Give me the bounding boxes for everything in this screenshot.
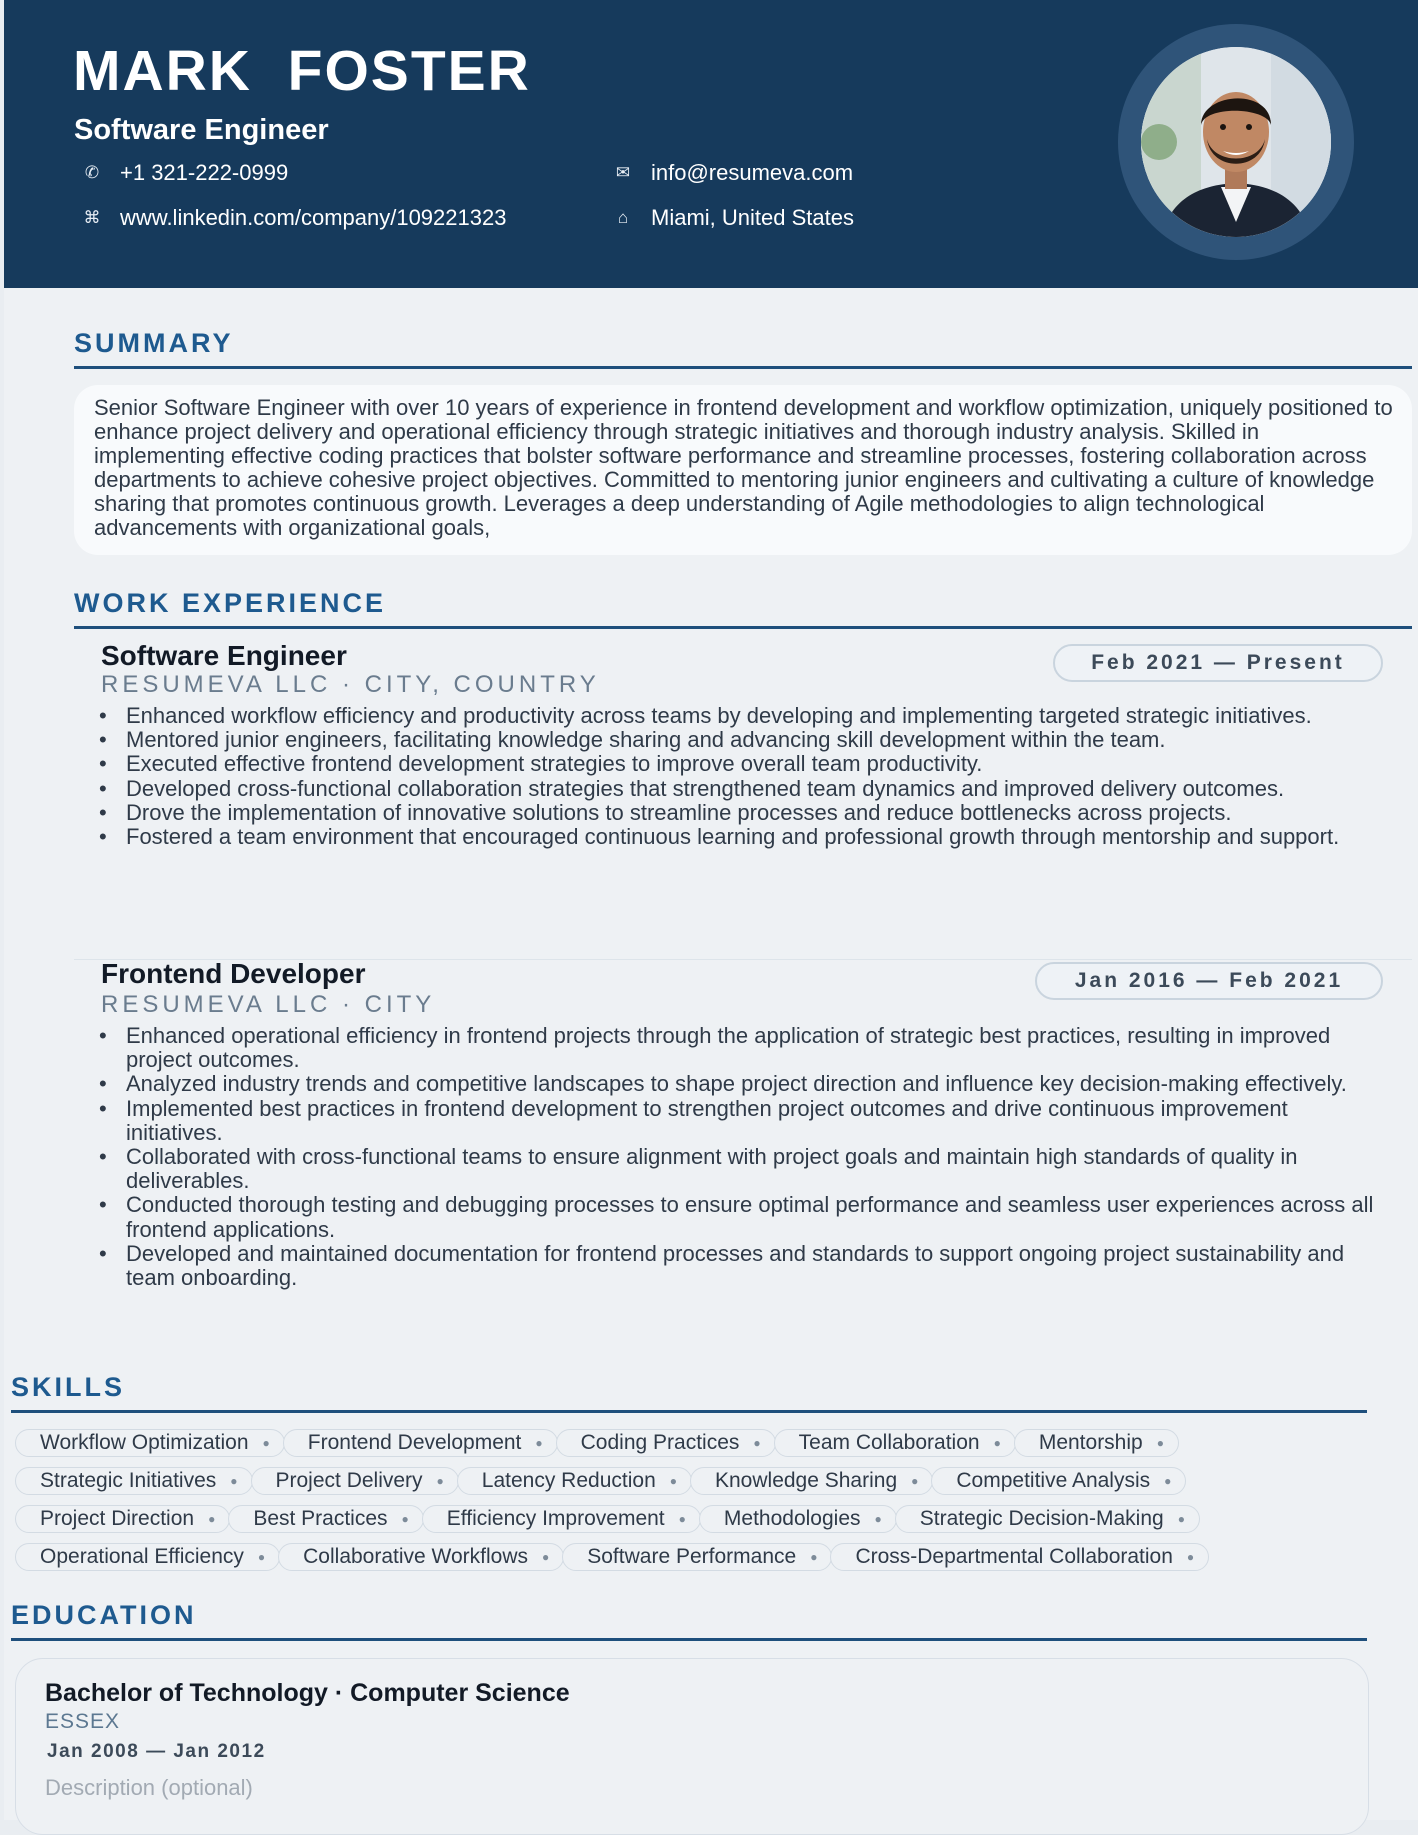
location-text: Miami, United States xyxy=(651,205,854,230)
skill-chip: Methodologies ● xyxy=(699,1505,897,1533)
job-dates-badge: Feb 2021 — Present xyxy=(1053,644,1383,682)
list-item: • Collaborated with cross-functional teams to ensure alignment with project goals and maintain high standards of quality in deliverables. xyxy=(99,1145,1389,1193)
skills-heading: SKILLS xyxy=(11,1372,126,1402)
skill-chip: Team Collaboration ● xyxy=(774,1429,1016,1457)
list-item: • Implemented best practices in frontend development to strengthen project outcomes and drive continuous improvement initiatives. xyxy=(99,1097,1389,1145)
job-title: Software Engineer xyxy=(101,640,347,671)
skill-chip: Efficiency Improvement ● xyxy=(422,1505,701,1533)
skill-chip: Software Performance ● xyxy=(562,1543,832,1571)
skill-chip: Operational Efficiency ● xyxy=(15,1543,280,1571)
skills-row xyxy=(15,1427,1385,1458)
skill-chip: Workflow Optimization ● xyxy=(15,1429,285,1457)
job-title: Frontend Developer xyxy=(101,958,366,989)
skills-row xyxy=(15,1503,1385,1534)
contact-phone xyxy=(76,160,288,186)
education-heading: EDUCATION xyxy=(11,1600,197,1630)
home-icon: ⌂ xyxy=(617,208,629,227)
skill-chip: Coding Practices ● xyxy=(556,1429,776,1457)
email-text[interactable]: info@resumeva.com xyxy=(651,160,854,185)
education-description[interactable]: Description (optional) xyxy=(45,1775,253,1800)
skill-chip: Best Practices ● xyxy=(228,1505,423,1533)
avatar-photo xyxy=(1141,47,1331,237)
phone-text: +1 321-222-0999 xyxy=(120,160,289,185)
contact-location xyxy=(607,205,854,231)
skills-list xyxy=(15,1427,1385,1579)
list-item: • Enhanced operational efficiency in frontend projects through the application of strategic best practices, resulting in improved project outcomes. xyxy=(99,1024,1389,1072)
skill-chip: Competitive Analysis ● xyxy=(931,1467,1186,1495)
skill-chip: Strategic Decision-Making ● xyxy=(895,1505,1200,1533)
summary-heading: SUMMARY xyxy=(74,328,234,358)
skills-row xyxy=(15,1465,1385,1496)
skill-chip: Knowledge Sharing ● xyxy=(690,1467,933,1495)
list-item: • Enhanced workflow efficiency and productivity across teams by developing and implementing targeted strategic initiatives. xyxy=(99,704,1389,728)
contact-linkedin[interactable] xyxy=(76,205,506,231)
skills-divider xyxy=(11,1410,1367,1413)
list-item: • Fostered a team environment that encouraged continuous learning and professional growth through mentorship and support. xyxy=(99,825,1389,849)
resume-header xyxy=(4,0,1418,288)
list-item: • Developed cross-functional collaboration strategies that strengthened team dynamics and improved delivery outcomes. xyxy=(99,777,1389,801)
job-bullets xyxy=(99,704,1389,849)
skill-chip: Project Direction ● xyxy=(15,1505,230,1533)
summary-divider xyxy=(74,366,1412,369)
skill-chip: Project Delivery ● xyxy=(251,1467,459,1495)
list-item: • Conducted thorough testing and debugging processes to ensure optimal performance and seamless user experiences across all frontend applications. xyxy=(99,1193,1389,1241)
skill-chip: Latency Reduction ● xyxy=(457,1467,692,1495)
list-item: • Executed effective frontend development strategies to improve overall team productivity. xyxy=(99,752,1389,776)
job-dates-badge: Jan 2016 — Feb 2021 xyxy=(1035,962,1383,1000)
education-school: ESSEX xyxy=(45,1710,121,1733)
avatar xyxy=(1141,47,1331,237)
job-company: RESUMEVA LLC · CITY, COUNTRY xyxy=(101,671,600,698)
linkedin-text[interactable]: www.linkedin.com/company/109221323 xyxy=(120,205,507,230)
resume-page xyxy=(4,0,1418,1820)
experience-divider xyxy=(74,626,1412,629)
list-item: • Drove the implementation of innovative solutions to streamline processes and reduce bottlenecks across projects. xyxy=(99,801,1389,825)
experience-heading: WORK EXPERIENCE xyxy=(74,588,387,618)
link-icon: ⌘ xyxy=(83,208,101,227)
skill-chip: Cross-Departmental Collaboration ● xyxy=(830,1543,1209,1571)
list-item: • Developed and maintained documentation for frontend processes and standards to support ongoing project sustainability and team onboarding. xyxy=(99,1242,1389,1290)
skill-chip: Mentorship ● xyxy=(1014,1429,1179,1457)
skill-chip: Frontend Development ● xyxy=(283,1429,558,1457)
phone-icon: ✆ xyxy=(84,163,100,182)
candidate-name: MARK FOSTER xyxy=(73,39,531,103)
summary-text: Senior Software Engineer with over 10 years of experience in frontend development and workflow optimization, uniquely positioned to enhance project delivery and operational efficiency through strategic initiatives and thorough industry analysis. Skilled in implementing effective coding practices that bolster software performance and streamline processes, fostering collaboration across departments to achieve cohesive project objectives. Committed to mentoring junior engineers and cultivating a culture of knowledge sharing that promotes continuous growth. Leverages a deep understanding of Agile methodologies to align technological advancements with organizational goals, xyxy=(94,395,1393,540)
email-icon: ✉ xyxy=(615,163,631,182)
education-degree: Bachelor of Technology · Computer Science xyxy=(45,1679,570,1707)
skills-row xyxy=(15,1541,1385,1572)
education-divider xyxy=(11,1638,1367,1641)
avatar-ring xyxy=(1118,24,1354,260)
skill-chip: Collaborative Workflows ● xyxy=(278,1543,564,1571)
job-company: RESUMEVA LLC · CITY xyxy=(101,991,436,1018)
list-item: • Analyzed industry trends and competitive landscapes to shape project direction and influence key decision-making effectively. xyxy=(99,1072,1389,1096)
skill-chip: Strategic Initiatives ● xyxy=(15,1467,253,1495)
job-bullets xyxy=(99,1024,1389,1290)
candidate-title: Software Engineer xyxy=(74,114,329,146)
list-item: • Mentored junior engineers, facilitating knowledge sharing and advancing skill development within the team. xyxy=(99,728,1389,752)
contact-email[interactable] xyxy=(607,160,853,186)
education-dates: Jan 2008 — Jan 2012 xyxy=(47,1741,266,1762)
